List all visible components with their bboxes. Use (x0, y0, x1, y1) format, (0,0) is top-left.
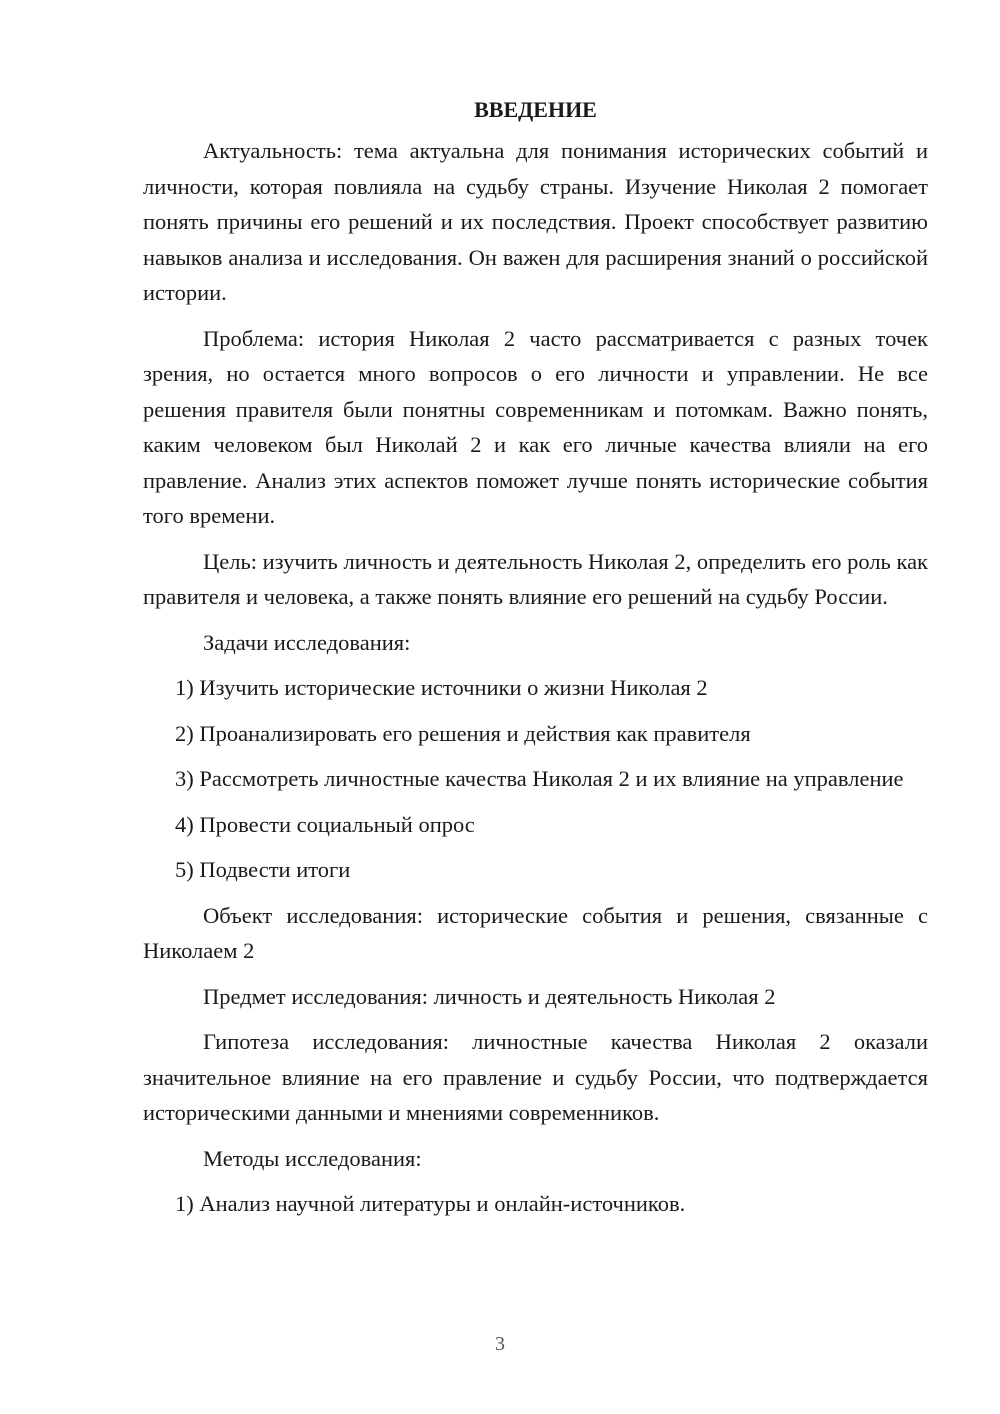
subject-paragraph: Предмет исследования: личность и деятельность Николая 2 (203, 983, 776, 1009)
methods-heading: Методы исследования: (203, 1145, 422, 1171)
page-title: ВВЕДЕНИЕ (474, 97, 597, 122)
task-item: 2) Проанализировать его решения и действия как правителя (175, 720, 751, 746)
problem-paragraph: Проблема: история Николая 2 часто рассматривается с разных точек зрения, но остается много вопросов о его личности и управлении. Не все решения правителя были понятны современникам и потомкам. Важно понять, каким человеком был Николай 2 и как его личные качества влияли на его правление. Анализ этих аспектов поможет лучше понять исторические события того времени. (143, 325, 928, 528)
task-item: 3) Рассмотреть личностные качества Николая 2 и их влияние на управление (175, 766, 904, 791)
hypothesis-paragraph: Гипотеза исследования: личностные качества Николая 2 оказали значительное влияние на его правление и судьбу России, что подтверждается историческими данными и мнениями современников. (143, 1029, 928, 1125)
task-item: 4) Провести социальный опрос (175, 811, 475, 837)
task-item: 5) Подвести итоги (175, 857, 351, 882)
method-item: 1) Анализ научной литературы и онлайн-источников. (175, 1191, 686, 1216)
object-paragraph: Объект исследования: исторические события и решения, связанные с Николаем 2 (143, 902, 928, 963)
relevance-paragraph: Актуальность: тема актуальна для понимания исторических событий и личности, которая повлияла на судьбу страны. Изучение Николая 2 помогает понять причины его решений и их последствия. Проект способствует развитию навыков анализа и исследования. Он важен для расширения знаний о российской истории. (143, 138, 928, 305)
goal-paragraph: Цель: изучить личность и деятельность Николая 2, определить его роль как правителя и человека, а также понять влияние его решений на судьбу России. (143, 548, 928, 609)
task-item: 1) Изучить исторические источники о жизни Николая 2 (175, 675, 708, 700)
tasks-heading: Задачи исследования: (203, 629, 411, 655)
page-number: 3 (495, 1333, 505, 1355)
document-page (143, 95, 928, 1232)
